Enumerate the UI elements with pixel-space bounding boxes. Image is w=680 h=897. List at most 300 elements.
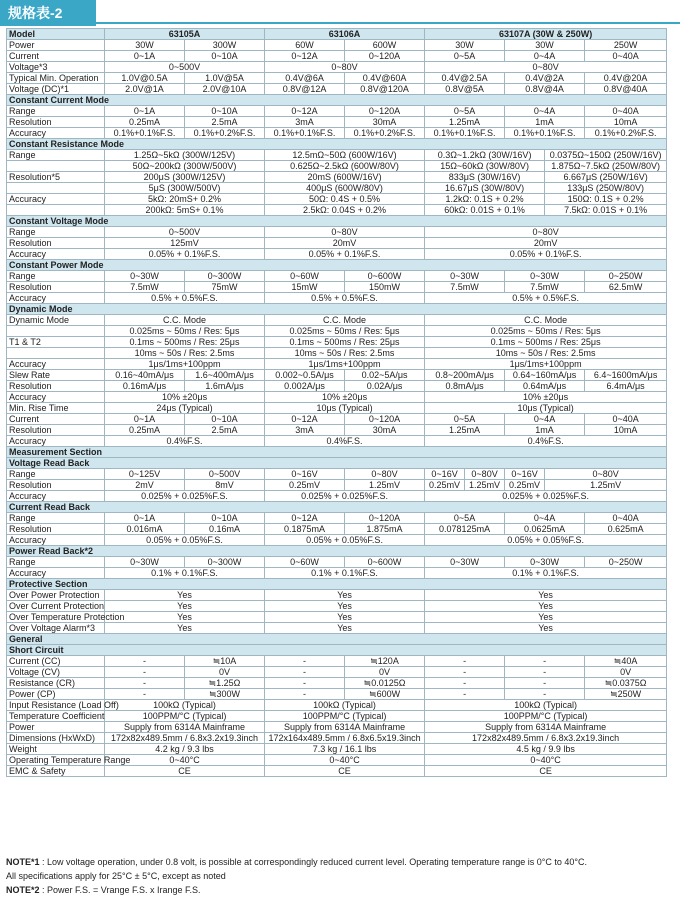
spec-cell: ≒0.0125Ω xyxy=(345,678,425,689)
table-row xyxy=(7,480,667,491)
spec-cell: 0.1% + 0.1%F.S. xyxy=(425,568,667,579)
table-row xyxy=(7,403,667,414)
spec-cell: 0.8V@4A xyxy=(505,84,585,95)
spec-cell: 0~300W xyxy=(185,557,265,568)
spec-cell: 0.64mA/μs xyxy=(505,381,585,392)
row-label: Accuracy xyxy=(7,436,105,447)
note-2-text: : Power F.S. = Vrange F.S. x Irange F.S. xyxy=(39,885,201,895)
spec-cell: 1.0V@5A xyxy=(185,73,265,84)
section-title: Constant Voltage Mode xyxy=(7,216,667,227)
spec-cell: 0.05% + 0.1%F.S. xyxy=(105,249,265,260)
spec-cell: 1.0V@0.5A xyxy=(105,73,185,84)
spec-cell: 0~5A xyxy=(425,106,505,117)
table-row xyxy=(7,161,667,172)
spec-cell: 10ms ~ 50s / Res: 2.5ms xyxy=(425,348,667,359)
spec-cell: 0.4V@6A xyxy=(265,73,345,84)
spec-cell: 0~30W xyxy=(425,557,505,568)
row-label: Resolution xyxy=(7,381,105,392)
spec-cell: 1.6~400mA/μs xyxy=(185,370,265,381)
spec-cell: 200kΩ: 5mS+ 0.1% xyxy=(105,205,265,216)
spec-cell: 300W xyxy=(185,40,265,51)
table-row xyxy=(7,238,667,249)
spec-cell: 0.1ms ~ 500ms / Res: 25μs xyxy=(265,337,425,348)
spec-cell: 0.16mA xyxy=(185,524,265,535)
spec-cell: 20mS (600W/16V) xyxy=(265,172,425,183)
spec-cell: 20mV xyxy=(265,238,425,249)
spec-cell: 2mV xyxy=(105,480,185,491)
spec-cell: 0.4%F.S. xyxy=(105,436,265,447)
table-row xyxy=(7,601,667,612)
spec-cell: 0.025% + 0.025%F.S. xyxy=(105,491,265,502)
spec-cell: 0~4A xyxy=(505,513,585,524)
spec-cell: 10ms ~ 50s / Res: 2.5ms xyxy=(265,348,425,359)
spec-cell: 0.4V@60A xyxy=(345,73,425,84)
spec-cell: 0~1A xyxy=(105,513,185,524)
spec-cell: 100kΩ (Typical) xyxy=(105,700,265,711)
spec-cell: 0~250W xyxy=(585,271,667,282)
table-row xyxy=(7,51,667,62)
spec-cell: 1.25Ω~5kΩ (300W/125V) xyxy=(105,150,265,161)
spec-cell: 0.16mA/μs xyxy=(105,381,185,392)
section-header-row xyxy=(7,260,667,271)
spec-cell: 0.25mA xyxy=(105,425,185,436)
row-label: Range xyxy=(7,150,105,161)
spec-cell: 0~1A xyxy=(105,106,185,117)
spec-cell: 0.3Ω~1.2kΩ (30W/16V) xyxy=(425,150,545,161)
spec-cell: 100PPM/°C (Typical) xyxy=(425,711,667,722)
spec-cell: 0~80V xyxy=(265,62,425,73)
table-row xyxy=(7,436,667,447)
table-row xyxy=(7,370,667,381)
spec-cell: 0~60W xyxy=(265,557,345,568)
spec-cell: 0.025% + 0.025%F.S. xyxy=(265,491,425,502)
spec-cell: 0~10A xyxy=(185,51,265,62)
spec-cell: 0~5A xyxy=(425,51,505,62)
spec-cell: 0.625Ω~2.5kΩ (600W/80V) xyxy=(265,161,425,172)
spec-cell: 0~16V xyxy=(505,469,545,480)
table-row xyxy=(7,150,667,161)
row-label: Resolution xyxy=(7,282,105,293)
spec-cell: 125mV xyxy=(105,238,265,249)
row-label: Typical Min. Operation xyxy=(7,73,105,84)
spec-cell: 100kΩ (Typical) xyxy=(265,700,425,711)
table-row xyxy=(7,315,667,326)
spec-cell: 0.025ms ~ 50ms / Res: 5μs xyxy=(105,326,265,337)
spec-cell: 4.5 kg / 9.9 lbs xyxy=(425,744,667,755)
table-row xyxy=(7,722,667,733)
table-row xyxy=(7,183,667,194)
table-row xyxy=(7,568,667,579)
spec-cell: 0.05% + 0.05%F.S. xyxy=(425,535,667,546)
row-label: Range xyxy=(7,271,105,282)
spec-cell: - xyxy=(105,689,185,700)
spec-cell: 7.5mW xyxy=(505,282,585,293)
row-label: Current (CC) xyxy=(7,656,105,667)
spec-cell: - xyxy=(105,678,185,689)
spec-cell: 0~5A xyxy=(425,513,505,524)
spec-cell: 10μs (Typical) xyxy=(425,403,667,414)
spec-cell: 0.25mV xyxy=(265,480,345,491)
spec-cell: ≒0.0375Ω xyxy=(585,678,667,689)
spec-cell: 0~120A xyxy=(345,414,425,425)
spec-cell: 0~120A xyxy=(345,513,425,524)
spec-cell: - xyxy=(425,678,505,689)
table-row xyxy=(7,337,667,348)
spec-cell: 1.25mA xyxy=(425,117,505,128)
spec-cell: 10% ±20μs xyxy=(105,392,265,403)
spec-cell: 0~1A xyxy=(105,51,185,62)
row-label xyxy=(7,348,105,359)
spec-cell: 0.05% + 0.05%F.S. xyxy=(265,535,425,546)
row-label: Power (CP) xyxy=(7,689,105,700)
spec-cell: 0.1% + 0.1%F.S. xyxy=(105,568,265,579)
spec-cell: 4.2 kg / 9.3 lbs xyxy=(105,744,265,755)
row-label: Accuracy xyxy=(7,194,105,205)
spec-cell: CE xyxy=(105,766,265,777)
table-row xyxy=(7,590,667,601)
table-row xyxy=(7,194,667,205)
spec-cell: 150Ω: 0.1S + 0.2% xyxy=(545,194,667,205)
spec-cell: Yes xyxy=(265,601,425,612)
spec-cell: 0~30W xyxy=(105,271,185,282)
spec-cell: 0~40A xyxy=(585,414,667,425)
table-row xyxy=(7,425,667,436)
spec-cell: 0.8V@5A xyxy=(425,84,505,95)
spec-cell: 0~300W xyxy=(185,271,265,282)
row-label xyxy=(7,183,105,194)
note-2-label: NOTE*2 xyxy=(6,885,40,895)
table-row xyxy=(7,271,667,282)
row-label: Over Power Protection xyxy=(7,590,105,601)
section-header-row xyxy=(7,304,667,315)
section-title: Constant Resistance Mode xyxy=(7,139,667,150)
table-row xyxy=(7,84,667,95)
spec-cell: ≒120A xyxy=(345,656,425,667)
spec-cell: Yes xyxy=(265,612,425,623)
table-row xyxy=(7,392,667,403)
spec-cell: 150mW xyxy=(345,282,425,293)
spec-cell: - xyxy=(505,667,585,678)
footnotes xyxy=(6,855,676,897)
model-header-row xyxy=(7,29,667,40)
spec-cell: 2.0V@1A xyxy=(105,84,185,95)
spec-cell: 0.05% + 0.1%F.S. xyxy=(425,249,667,260)
spec-cell: 0~40°C xyxy=(265,755,425,766)
section-title: Short Circuit xyxy=(7,645,667,656)
table-row xyxy=(7,249,667,260)
table-row xyxy=(7,348,667,359)
spec-cell: 400μS (600W/80V) xyxy=(265,183,425,194)
spec-cell: CE xyxy=(265,766,425,777)
spec-cell: 0~4A xyxy=(505,51,585,62)
spec-cell: - xyxy=(505,678,585,689)
spec-cell: - xyxy=(265,689,345,700)
spec-cell: 0~4A xyxy=(505,414,585,425)
spec-cell: ≒300W xyxy=(185,689,265,700)
spec-cell: 133μS (250W/80V) xyxy=(545,183,667,194)
spec-cell: ≒250W xyxy=(585,689,667,700)
spec-cell: Yes xyxy=(265,590,425,601)
spec-cell: 7.5mW xyxy=(425,282,505,293)
spec-cell: 100PPM/°C (Typical) xyxy=(105,711,265,722)
row-label: Power xyxy=(7,722,105,733)
table-row xyxy=(7,106,667,117)
spec-cell: 0~80V xyxy=(265,227,425,238)
spec-cell: 8mV xyxy=(185,480,265,491)
table-row xyxy=(7,73,667,84)
spec-cell: 6.4~1600mA/μs xyxy=(585,370,667,381)
spec-cell: C.C. Mode xyxy=(265,315,425,326)
table-row xyxy=(7,381,667,392)
spec-cell: 30mA xyxy=(345,425,425,436)
table-row xyxy=(7,62,667,73)
table-row xyxy=(7,733,667,744)
spec-cell: C.C. Mode xyxy=(425,315,667,326)
spec-cell: 1mA xyxy=(505,425,585,436)
spec-cell: 0.5% + 0.5%F.S. xyxy=(105,293,265,304)
row-label: Accuracy xyxy=(7,359,105,370)
table-row xyxy=(7,678,667,689)
row-label xyxy=(7,161,105,172)
table-row xyxy=(7,557,667,568)
spec-cell: 0.25mV xyxy=(425,480,465,491)
spec-cell: 2.0V@10A xyxy=(185,84,265,95)
row-label: Voltage (CV) xyxy=(7,667,105,678)
row-label: EMC & Safety xyxy=(7,766,105,777)
spec-cell: 0~30W xyxy=(505,557,585,568)
spec-cell: 0~125V xyxy=(105,469,185,480)
row-label: Dimensions (HxWxD) xyxy=(7,733,105,744)
spec-cell: Yes xyxy=(265,623,425,634)
row-label: Range xyxy=(7,469,105,480)
spec-cell: 3mA xyxy=(265,425,345,436)
spec-cell: 0~30W xyxy=(105,557,185,568)
spec-cell: 0.0375Ω~150Ω (250W/16V) xyxy=(545,150,667,161)
row-label: Over Temperature Protection xyxy=(7,612,105,623)
note-2 xyxy=(6,883,676,897)
model-name: 63105A xyxy=(105,29,265,40)
spec-cell: 7.5mW xyxy=(105,282,185,293)
page-title: 规格表-2 xyxy=(0,0,96,26)
section-header-row xyxy=(7,216,667,227)
spec-cell: 1.875mA xyxy=(345,524,425,535)
table-row xyxy=(7,524,667,535)
spec-cell: 0V xyxy=(585,667,667,678)
spec-cell: - xyxy=(505,689,585,700)
spec-cell: 7.5kΩ: 0.01S + 0.1% xyxy=(545,205,667,216)
section-header-row xyxy=(7,139,667,150)
page-header xyxy=(0,0,680,26)
spec-cell: ≒600W xyxy=(345,689,425,700)
spec-cell: 0~80V xyxy=(425,227,667,238)
spec-table-body xyxy=(7,29,667,777)
spec-cell: 3mA xyxy=(265,117,345,128)
spec-cell: 1mA xyxy=(505,117,585,128)
section-title: Measurement Section xyxy=(7,447,667,458)
spec-cell: 250W xyxy=(585,40,667,51)
spec-cell: 60kΩ: 0.01S + 0.1% xyxy=(425,205,545,216)
row-label: Accuracy xyxy=(7,392,105,403)
row-label: Accuracy xyxy=(7,293,105,304)
spec-cell: 0.25mV xyxy=(505,480,545,491)
row-label: Voltage (DC)*1 xyxy=(7,84,105,95)
spec-cell: 0.002~0.5A/μs xyxy=(265,370,345,381)
spec-cell: Yes xyxy=(425,590,667,601)
spec-cell: 50Ω: 0.4S + 0.5% xyxy=(265,194,425,205)
model-name: 63106A xyxy=(265,29,425,40)
spec-cell: - xyxy=(105,667,185,678)
table-row xyxy=(7,414,667,425)
spec-cell: 0V xyxy=(345,667,425,678)
header-rule xyxy=(96,22,680,24)
spec-cell: 1.25mA xyxy=(425,425,505,436)
spec-cell: - xyxy=(265,656,345,667)
spec-cell: 10% ±20μs xyxy=(265,392,425,403)
spec-cell: 0.1%+0.1%F.S. xyxy=(425,128,505,139)
spec-cell: 10ms ~ 50s / Res: 2.5ms xyxy=(105,348,265,359)
note-spec-conditions: All specifications apply for 25°C ± 5°C, except as noted xyxy=(6,871,226,881)
table-row xyxy=(7,293,667,304)
spec-cell: ≒40A xyxy=(585,656,667,667)
spec-cell: 30W xyxy=(505,40,585,51)
spec-cell: 100kΩ (Typical) xyxy=(425,700,667,711)
spec-cell: 172x164x489.5mm / 6.8x6.5x19.3inch xyxy=(265,733,425,744)
spec-cell: 30W xyxy=(105,40,185,51)
spec-cell: 0.8V@120A xyxy=(345,84,425,95)
spec-cell: 24μs (Typical) xyxy=(105,403,265,414)
spec-cell: 0.0625mA xyxy=(505,524,585,535)
spec-cell: 0~60W xyxy=(265,271,345,282)
row-label: Accuracy xyxy=(7,128,105,139)
spec-cell: 0.4V@20A xyxy=(585,73,667,84)
spec-cell: 10% ±20μs xyxy=(425,392,667,403)
row-label: Power xyxy=(7,40,105,51)
spec-cell: Supply from 6314A Mainframe xyxy=(105,722,265,733)
spec-cell: 0~120A xyxy=(345,106,425,117)
spec-cell: 0.1875mA xyxy=(265,524,345,535)
spec-cell: C.C. Mode xyxy=(105,315,265,326)
spec-cell: 0~40°C xyxy=(425,755,667,766)
spec-cell: 1.25mV xyxy=(545,480,667,491)
spec-table xyxy=(6,28,667,777)
spec-cell: 7.3 kg / 16.1 lbs xyxy=(265,744,425,755)
section-title: Protective Section xyxy=(7,579,667,590)
row-label: Accuracy xyxy=(7,249,105,260)
section-title: General xyxy=(7,634,667,645)
row-label: Accuracy xyxy=(7,491,105,502)
spec-cell: 0.4V@2A xyxy=(505,73,585,84)
table-row xyxy=(7,612,667,623)
spec-cell: 0~80V xyxy=(545,469,667,480)
row-label: Current xyxy=(7,51,105,62)
spec-cell: 0.025ms ~ 50ms / Res: 5μs xyxy=(265,326,425,337)
spec-cell: 0~10A xyxy=(185,106,265,117)
table-row xyxy=(7,491,667,502)
row-label: Accuracy xyxy=(7,568,105,579)
table-row xyxy=(7,469,667,480)
spec-cell: 0.5% + 0.5%F.S. xyxy=(265,293,425,304)
section-title: Current Read Back xyxy=(7,502,667,513)
spec-cell: 1μs/1ms+100ppm xyxy=(425,359,667,370)
table-row xyxy=(7,656,667,667)
spec-cell: 1.25mV xyxy=(345,480,425,491)
spec-cell: 0~10A xyxy=(185,513,265,524)
spec-cell: Yes xyxy=(105,601,265,612)
spec-cell: 172x82x489.5mm / 6.8x3.2x19.3inch xyxy=(105,733,265,744)
spec-cell: 0~500V xyxy=(185,469,265,480)
spec-cell: 0.64~160mA/μs xyxy=(505,370,585,381)
table-row xyxy=(7,689,667,700)
section-header-row xyxy=(7,645,667,656)
table-row xyxy=(7,40,667,51)
spec-cell: 30mA xyxy=(345,117,425,128)
row-label xyxy=(7,205,105,216)
note-1-label: NOTE*1 xyxy=(6,857,40,867)
spec-cell: Yes xyxy=(425,601,667,612)
table-row xyxy=(7,700,667,711)
spec-cell: 0~40°C xyxy=(105,755,265,766)
spec-cell: 0.1%+0.1%F.S. xyxy=(505,128,585,139)
spec-cell: 0.02A/μs xyxy=(345,381,425,392)
spec-cell: 1.875Ω~7.5kΩ (250W/80V) xyxy=(545,161,667,172)
section-title: Power Read Back*2 xyxy=(7,546,667,557)
spec-cell: Supply from 6314A Mainframe xyxy=(425,722,667,733)
spec-cell: Yes xyxy=(425,623,667,634)
spec-cell: 0~30W xyxy=(505,271,585,282)
spec-cell: 0.1ms ~ 500ms / Res: 25μs xyxy=(105,337,265,348)
spec-cell: 0~12A xyxy=(265,106,345,117)
spec-cell: 0.002A/μs xyxy=(265,381,345,392)
table-row xyxy=(7,513,667,524)
row-label: Over Current Protection xyxy=(7,601,105,612)
table-row xyxy=(7,326,667,337)
spec-cell: - xyxy=(265,678,345,689)
row-label: Range xyxy=(7,106,105,117)
spec-cell: 0.1ms ~ 500ms / Res: 25μs xyxy=(425,337,667,348)
spec-cell: 833μS (30W/16V) xyxy=(425,172,545,183)
spec-cell: 16.67μS (30W/80V) xyxy=(425,183,545,194)
spec-cell: 0~16V xyxy=(425,469,465,480)
spec-cell: 0~120A xyxy=(345,51,425,62)
table-row xyxy=(7,667,667,678)
spec-cell: 0~80V xyxy=(465,469,505,480)
spec-cell: 0.8V@12A xyxy=(265,84,345,95)
section-header-row xyxy=(7,447,667,458)
section-header-row xyxy=(7,546,667,557)
spec-cell: 1.6mA/μs xyxy=(185,381,265,392)
section-title: Constant Current Mode xyxy=(7,95,667,106)
spec-cell: 10mA xyxy=(585,425,667,436)
row-label: Min. Rise Time xyxy=(7,403,105,414)
spec-cell: ≒1.25Ω xyxy=(185,678,265,689)
spec-cell: 12.5mΩ~50Ω (600W/16V) xyxy=(265,150,425,161)
note-1 xyxy=(6,855,676,869)
spec-cell: 0~12A xyxy=(265,51,345,62)
spec-cell: 15mW xyxy=(265,282,345,293)
spec-cell: 0.5% + 0.5%F.S. xyxy=(425,293,667,304)
spec-cell: ≒10A xyxy=(185,656,265,667)
spec-cell: - xyxy=(265,667,345,678)
spec-cell: 2.5mA xyxy=(185,117,265,128)
section-header-row xyxy=(7,95,667,106)
spec-cell: 1μs/1ms+100ppm xyxy=(265,359,425,370)
spec-cell: 0.025% + 0.025%F.S. xyxy=(425,491,667,502)
spec-cell: 0~600W xyxy=(345,271,425,282)
spec-cell: 0.025ms ~ 50ms / Res: 5μs xyxy=(425,326,667,337)
spec-cell: 5μS (300W/500V) xyxy=(105,183,265,194)
row-label: Accuracy xyxy=(7,535,105,546)
row-label xyxy=(7,326,105,337)
